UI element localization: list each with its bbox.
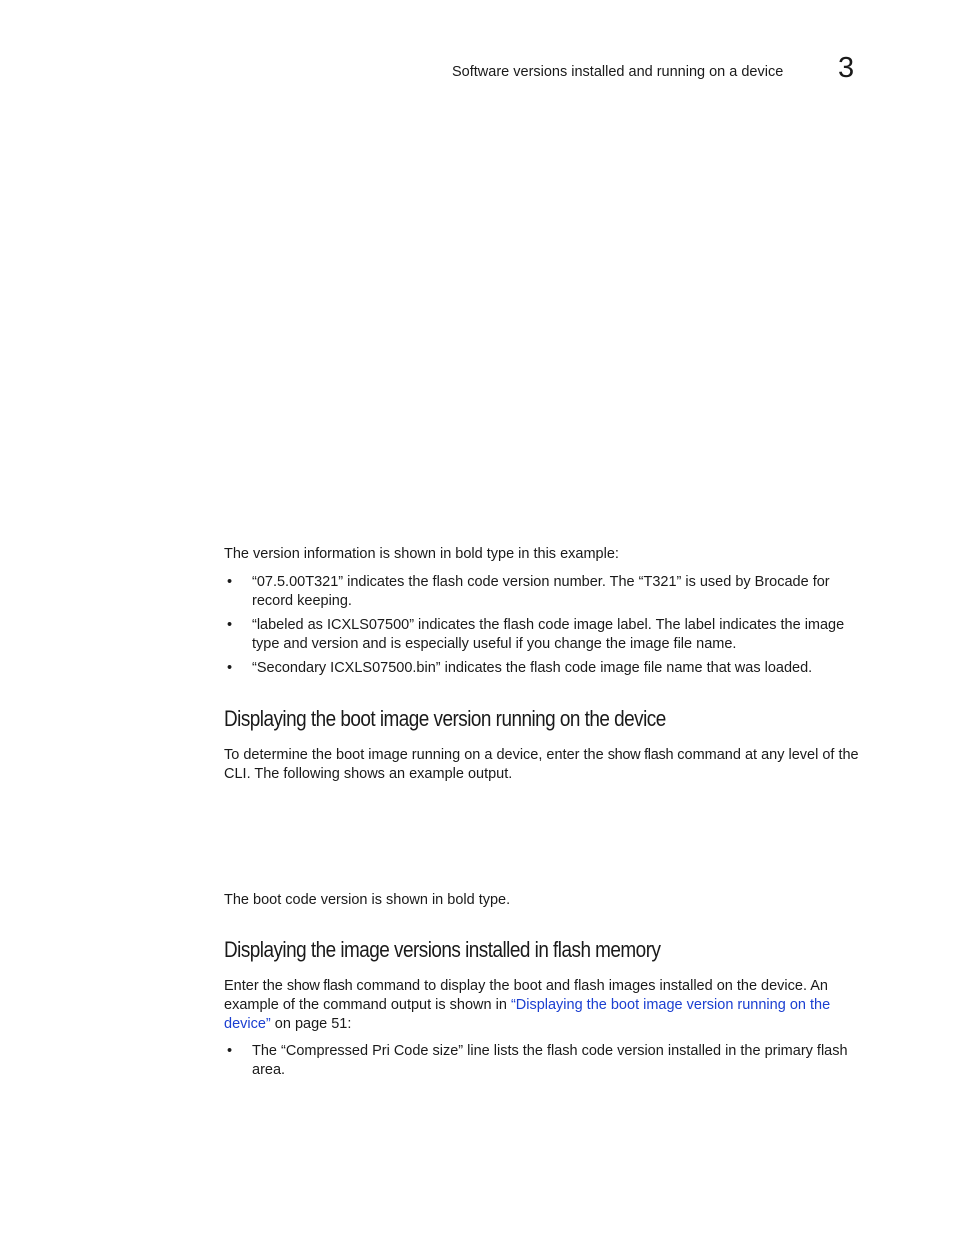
show-flash-command: show flash — [286, 978, 353, 994]
boot-para-tail: command at any level of the CLI. The following shows an example output. — [224, 747, 859, 782]
list-item-text: The “Compressed Pri Code size” line lists the flash code version installed in the primary flash area. — [252, 1043, 848, 1078]
bullet-icon: • — [227, 574, 233, 590]
show-flash-command: show flash — [607, 747, 674, 763]
list-item — [224, 616, 874, 654]
list-item — [224, 659, 874, 678]
bullet-icon: • — [227, 1043, 233, 1059]
flash-para-lead: Enter the — [224, 978, 283, 994]
flash-para-tail: on page 51: — [274, 1016, 352, 1032]
chapter-number: 3 — [838, 52, 855, 84]
cross-reference-link[interactable]: “Displaying the boot image version running on the device” — [224, 997, 831, 1032]
boot-para-lead: To determine the boot image running on a device, enter the — [224, 747, 604, 763]
flash-section-paragraph — [224, 977, 874, 1034]
list-item — [224, 573, 874, 611]
bullet-icon: • — [227, 617, 233, 633]
list-item-text: “07.5.00T321” indicates the flash code version number. The “T321” is used by Brocade for record keeping. — [252, 574, 830, 609]
list-item-text: “Secondary ICXLS07500.bin” indicates the flash code image file name that was loaded. — [252, 660, 813, 676]
list-item — [224, 1042, 874, 1080]
flash-para-mid: command to display the boot and flash images installed on the device. An example of the command output is shown in — [224, 978, 828, 1013]
boot-section-note: The boot code version is shown in bold type. — [224, 892, 511, 908]
boot-section-paragraph — [224, 746, 874, 784]
running-header: Software versions installed and running on a device — [452, 64, 784, 80]
version-bullet-list — [224, 573, 874, 678]
flash-bullet-list — [224, 1042, 874, 1080]
flash-section-heading: Displaying the image versions installed in flash memory — [224, 937, 661, 962]
version-intro: The version information is shown in bold type in this example: — [224, 546, 619, 562]
boot-section-heading: Displaying the boot image version running on the device — [224, 706, 666, 731]
bullet-icon: • — [227, 660, 233, 676]
list-item-text: “labeled as ICXLS07500” indicates the flash code image label. The label indicates the image type and version and is especially useful if you change the image file name. — [252, 617, 845, 652]
